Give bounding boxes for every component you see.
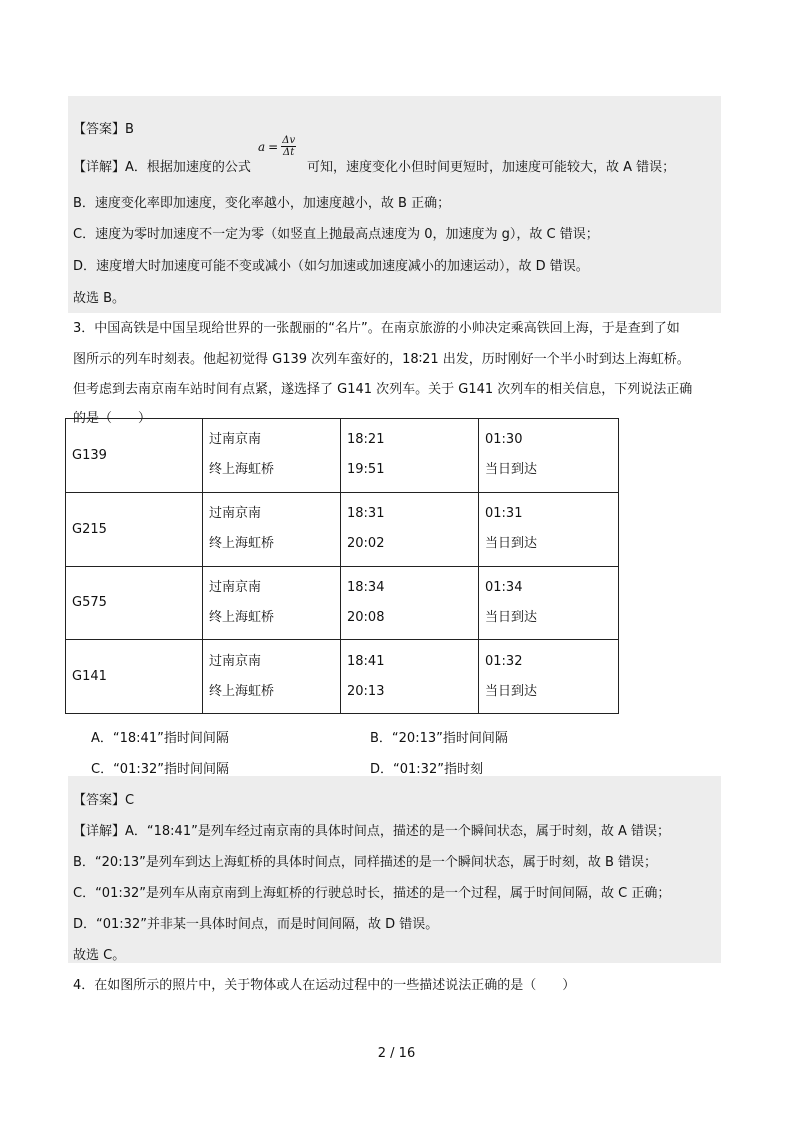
via-station: 过南京南 [209,653,262,669]
via-station: 过南京南 [209,506,262,522]
q3-stem-line-2: 图所示的列车时刻表。他起初觉得 G139 次列车蛮好的，18∶21 出发，历时刚好一个半小时到达上海虹桥。 [73,352,690,367]
q2-detail-c: C．速度为零时加速度不一定为零（如竖直上抛最高点速度为 0，加速度为 g），故 C 错误； [73,227,599,242]
table-row [66,419,619,493]
q2-detail-a-pre: 【详解】A．根据加速度的公式 [73,160,251,175]
option-a: A．“18:41”指时间间隔 [91,731,229,746]
table-row [66,492,619,566]
q2-answer: 【答案】B [73,122,134,137]
page-number: 2 / 16 [377,1046,416,1061]
terminal-station: 终上海虹桥 [209,683,275,699]
table-row [66,566,619,640]
option-c: C．“01:32”指时间间隔 [91,762,230,777]
duration: 01:31 [485,506,523,522]
departure-time: 18:31 [347,506,385,522]
arrival-note: 当日到达 [485,462,538,478]
q2-detail-d: D．速度增大时加速度可能不变或减小（如匀加速或加速度减小的加速运动），故 D 错误。 [73,259,589,274]
terminal-station: 终上海虹桥 [209,536,275,552]
q3-detail-d: D．“01:32”并非某一具体时间点，而是时间间隔，故 D 错误。 [73,917,439,932]
q2-detail-b: B．速度变化率即加速度，变化率越小，加速度越小，故 B 正确； [73,196,451,211]
duration: 01:32 [485,653,523,669]
arrival-time: 20:08 [347,609,385,625]
via-station: 过南京南 [209,432,262,448]
duration: 01:30 [485,432,523,448]
table-row [66,640,619,714]
option-b: B．“20:13”指时间间隔 [370,731,508,746]
q4-stem: 4．在如图所示的照片中，关于物体或人在运动过程中的一些描述说法正确的是（ ） [73,978,576,993]
acceleration-formula: a = $\frac{\Delta v}{\Delta t}$ [258,135,296,158]
via-station: 过南京南 [209,579,262,595]
q3-stem-line-3: 但考虑到去南京南车站时间有点紧，遂选择了 G141 次列车。关于 G141 次列车的相关信息，下列说法正确 [73,382,693,397]
q3-detail-b: B．“20:13”是列车到达上海虹桥的具体时间点，同样描述的是一个瞬间状态，属于时刻，故 B 错误； [73,855,658,870]
q2-detail-a-post: 可知，速度变化小但时间更短时，加速度可能较大，故 A 错误； [307,160,676,175]
arrival-note: 当日到达 [485,609,538,625]
train-number: G575 [66,566,203,640]
q3-stem-line-4: 的是（ ） [73,411,152,426]
option-d: D．“01:32”指时刻 [370,762,483,777]
departure-time: 18:41 [347,653,385,669]
terminal-station: 终上海虹桥 [209,462,275,478]
q3-detail-c: C．“01:32”是列车从南京南到上海虹桥的行驶总时长，描述的是一个过程，属于时间间隔，故 C 正确； [73,886,671,901]
duration: 01:34 [485,579,523,595]
q3-conclusion: 故选 C。 [73,948,126,963]
arrival-time: 20:13 [347,683,385,699]
terminal-station: 终上海虹桥 [209,609,275,625]
arrival-time: 19:51 [347,462,385,478]
arrival-note: 当日到达 [485,536,538,552]
q3-answer: 【答案】C [73,793,135,808]
departure-time: 18:34 [347,579,385,595]
arrival-time: 20:02 [347,536,385,552]
q3-detail-a: 【详解】A．“18:41”是列车经过南京南的具体时间点，描述的是一个瞬间状态，属于时刻，故 A 错误； [73,824,670,839]
train-number: G141 [66,640,203,714]
train-number: G215 [66,492,203,566]
train-number: G139 [66,419,203,493]
q2-conclusion: 故选 B。 [73,291,126,306]
train-timetable [65,418,619,714]
departure-time: 18:21 [347,432,385,448]
arrival-note: 当日到达 [485,683,538,699]
q3-stem-line-1: 3．中国高铁是中国呈现给世界的一张靓丽的“名片”。在南京旅游的小帅决定乘高铁回上海，于是查到了如 [73,321,680,336]
